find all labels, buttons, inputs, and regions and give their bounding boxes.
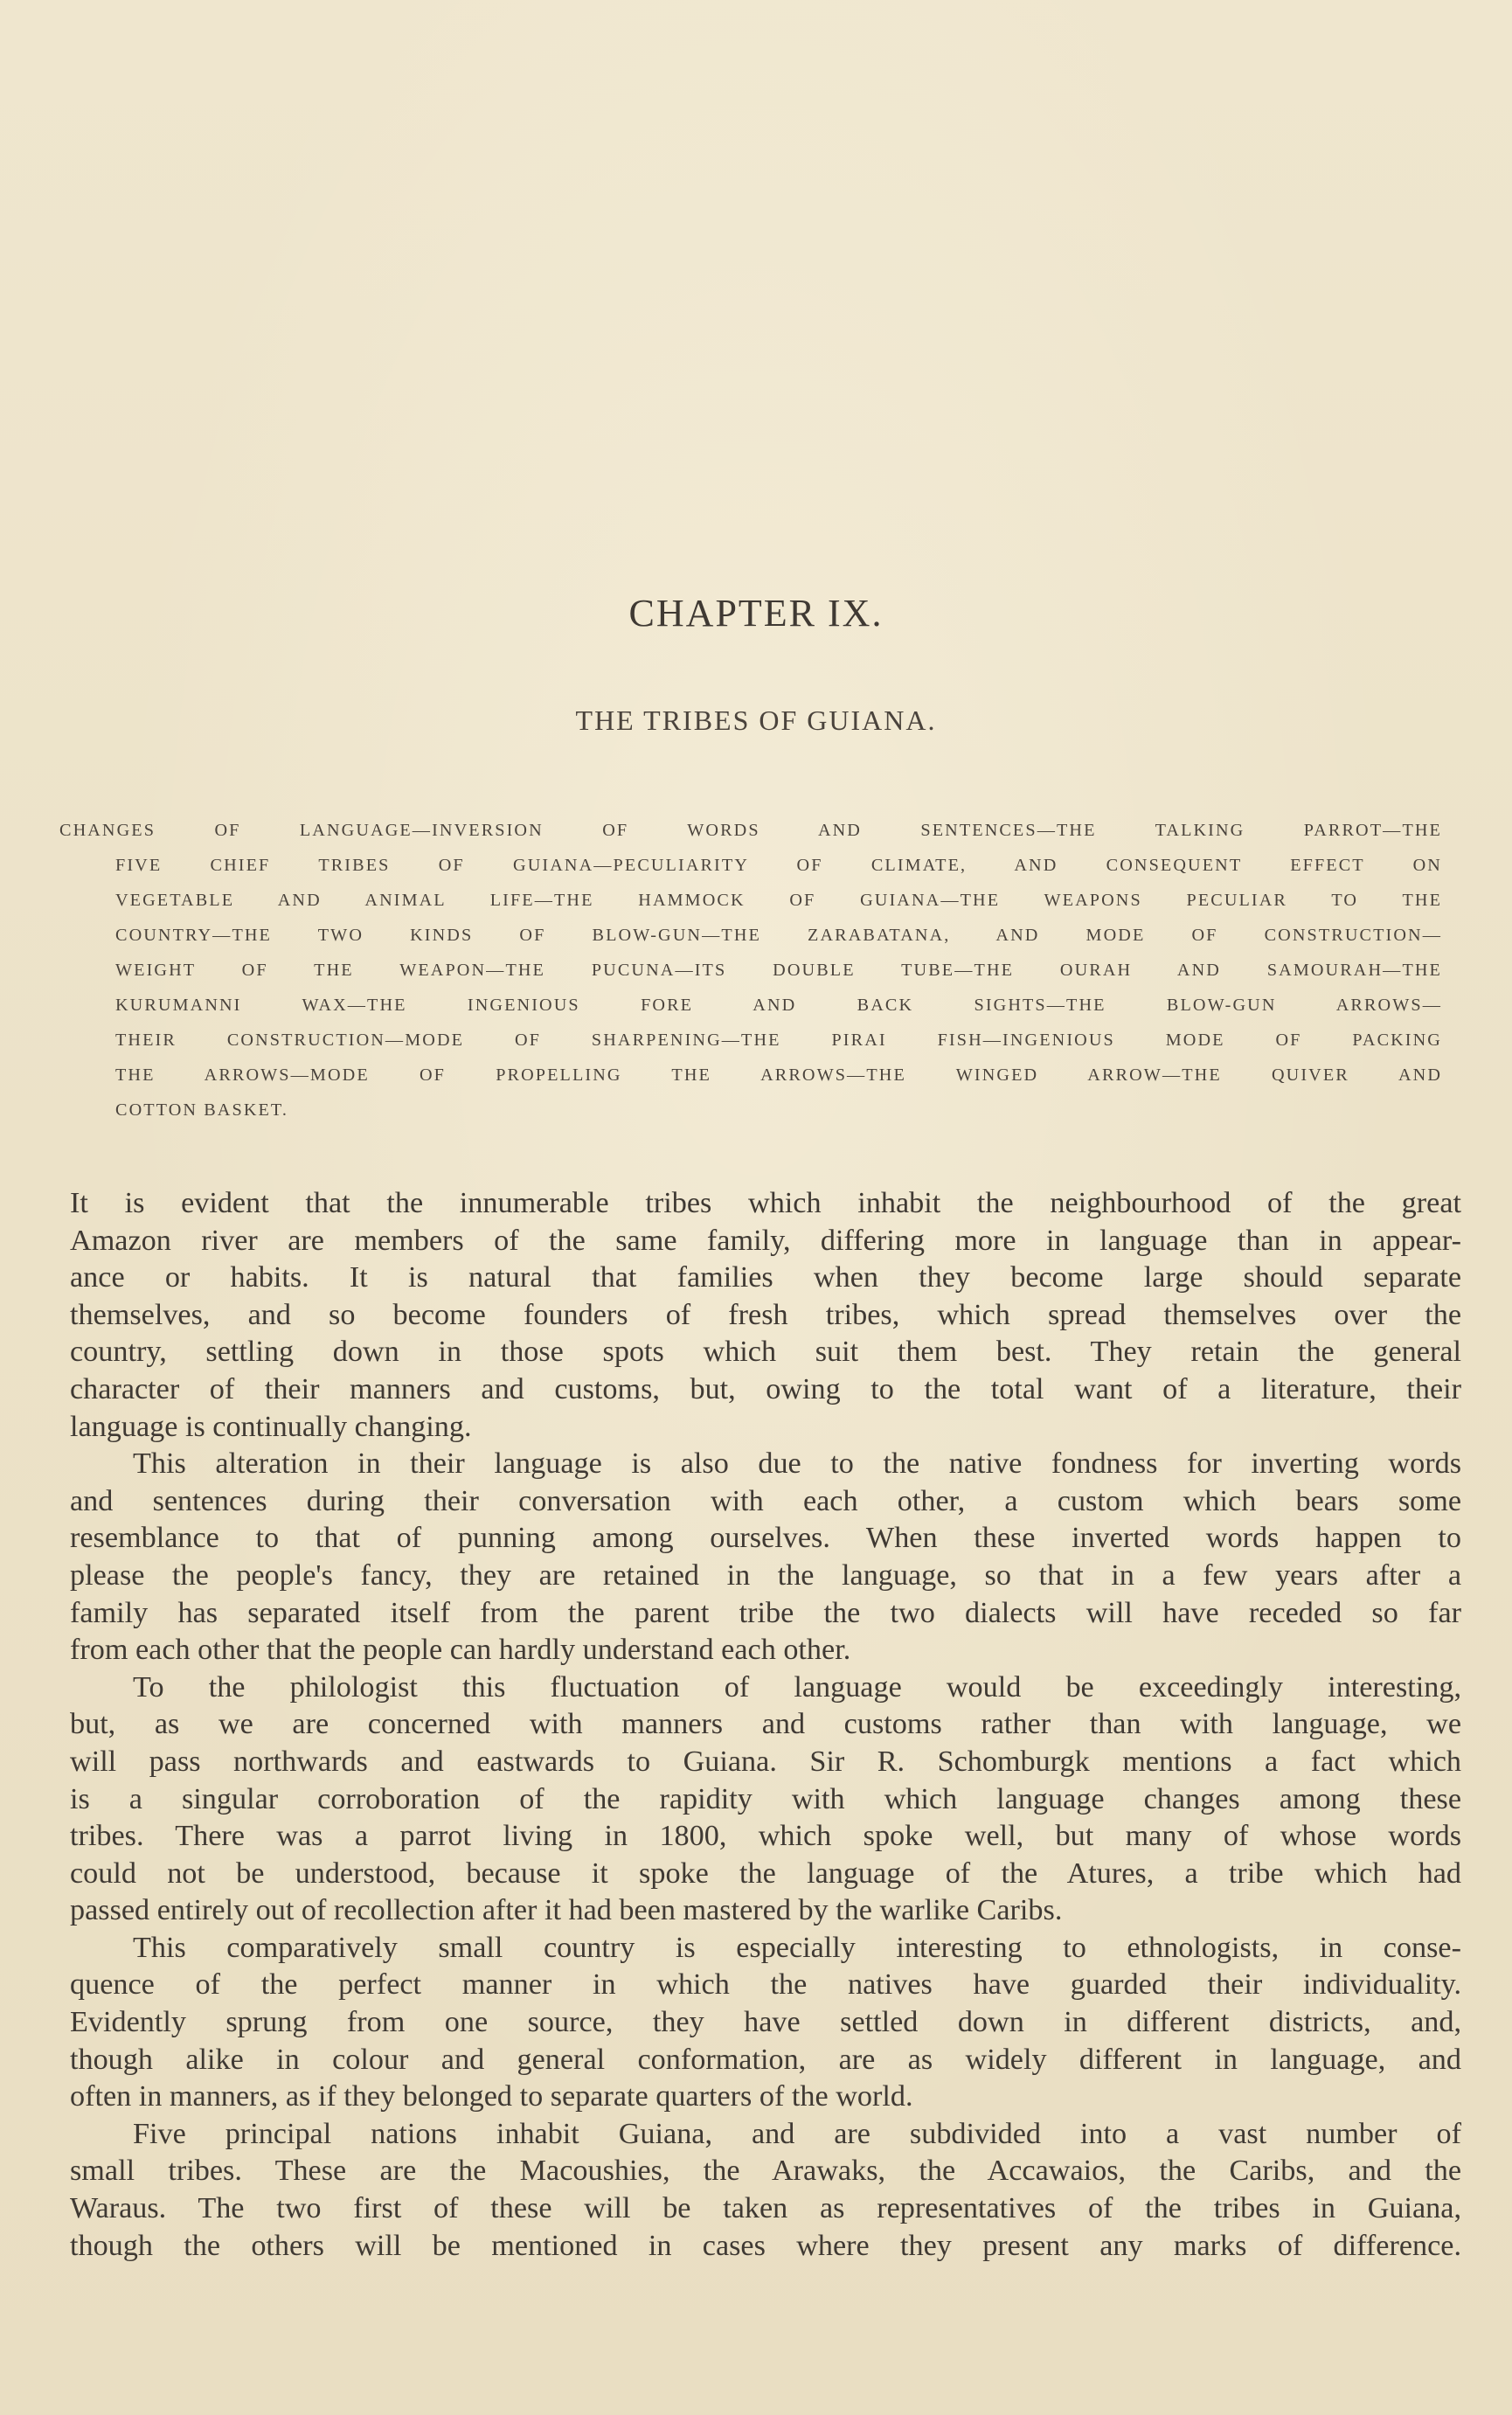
paragraph-1: [70, 1185, 1461, 1446]
text-line: resemblance to that of punning among ourselves. When these inverted words happen to: [70, 1522, 1461, 1555]
text-line: small tribes. These are the Macoushies, the Arawaks, the Accawaios, the Caribs, and the: [70, 2155, 1461, 2188]
text-line: passed entirely out of recollection after it had been mastered by the warlike Caribs.: [70, 1894, 1063, 1927]
synopsis-line: CHANGES OF LANGUAGE—INVERSION OF WORDS AND SENTENCES—THE TALKING PARROT—THE: [59, 821, 1442, 840]
text-line: This alteration in their language is also due to the native fondness for inverting words: [133, 1447, 1461, 1481]
synopsis-line: COUNTRY—THE TWO KINDS OF BLOW-GUN—THE ZARABATANA, AND MODE OF CONSTRUCTION—: [115, 926, 1442, 945]
text-line: Five principal nations inhabit Guiana, and are subdivided into a vast number of: [133, 2117, 1461, 2150]
synopsis-line: FIVE CHIEF TRIBES OF GUIANA—PECULIARITY OF CLIMATE, AND CONSEQUENT EFFECT ON: [115, 856, 1442, 875]
paragraph-5: [70, 2116, 1461, 2265]
text-line: It is evident that the innumerable tribes which inhabit the neighbourhood of the great: [70, 1187, 1461, 1219]
text-line: from each other that the people can hardly understand each other.: [70, 1634, 851, 1667]
text-line: will pass northwards and eastwards to Guiana. Sir R. Schomburgk mentions a fact which: [70, 1745, 1461, 1778]
paragraph-3: [70, 1669, 1461, 1930]
paragraph-2: [70, 1446, 1461, 1669]
text-line: language is continually changing.: [70, 1410, 472, 1443]
text-line: is a singular corroboration of the rapidity with which language changes among these: [70, 1782, 1461, 1815]
text-line: tribes. There was a parrot living in 1800, which spoke well, but many of whose words: [70, 1820, 1461, 1853]
text-line: quence of the perfect manner in which the natives have guarded their individuality.: [70, 1968, 1461, 2002]
chapter-subtitle: THE TRIBES OF GUIANA.: [575, 704, 937, 736]
text-line: Evidently sprung from one source, they have settled down in different districts, and,: [70, 2006, 1461, 2039]
text-line: themselves, and so become founders of fresh tribes, which spread themselves over the: [70, 1298, 1461, 1331]
synopsis-line: THE ARROWS—MODE OF PROPELLING THE ARROWS—THE WINGED ARROW—THE QUIVER AND: [115, 1065, 1442, 1085]
text-line: often in manners, as if they belonged to separate quarters of the world.: [70, 2080, 913, 2113]
text-line: could not be understood, because it spoke the language of the Atures, a tribe which had: [70, 1856, 1461, 1890]
text-line: ance or habits. It is natural that families when they become large should separate: [70, 1261, 1461, 1294]
synopsis-line: WEIGHT OF THE WEAPON—THE PUCUNA—ITS DOUBLE TUBE—THE OURAH AND SAMOURAH—THE: [115, 961, 1442, 980]
text-line: character of their manners and customs, but, owing to the total want of a literature, their: [70, 1372, 1461, 1405]
chapter-body: [70, 1185, 1461, 2265]
text-line: and sentences during their conversation with each other, a custom which bears some: [70, 1484, 1461, 1517]
text-line: family has separated itself from the parent tribe the two dialects will have receded so far: [70, 1596, 1461, 1629]
text-line: but, as we are concerned with manners and customs rather than with language, we: [70, 1708, 1461, 1741]
text-line: Waraus. The two first of these will be taken as representatives of the tribes in Guiana,: [70, 2192, 1461, 2225]
text-line: country, settling down in those spots which suit them best. They retain the general: [70, 1336, 1461, 1369]
text-line: To the philologist this fluctuation of language would be exceedingly interesting,: [133, 1670, 1461, 1704]
text-line: This comparatively small country is especially interesting to ethnologists, in conse-: [133, 1931, 1461, 1964]
text-line: though alike in colour and general conformation, are as widely different in language, and: [70, 2043, 1461, 2076]
paragraph-4: [70, 1930, 1461, 2116]
text-line: Amazon river are members of the same family, differing more in language than in appear-: [70, 1224, 1461, 1257]
synopsis-line: VEGETABLE AND ANIMAL LIFE—THE HAMMOCK OF GUIANA—THE WEAPONS PECULIAR TO THE: [115, 891, 1442, 910]
chapter-title: CHAPTER IX.: [628, 592, 884, 635]
synopsis-line: COTTON BASKET.: [115, 1100, 289, 1120]
synopsis-line: THEIR CONSTRUCTION—MODE OF SHARPENING—THE PIRAI FISH—INGENIOUS MODE OF PACKING: [115, 1031, 1442, 1050]
synopsis-line: KURUMANNI WAX—THE INGENIOUS FORE AND BACK SIGHTS—THE BLOW-GUN ARROWS—: [115, 996, 1442, 1015]
text-line: though the others will be mentioned in cases where they present any marks of difference.: [70, 2229, 1461, 2262]
chapter-synopsis: [59, 813, 1442, 1128]
text-line: please the people's fancy, they are retained in the language, so that in a few years after a: [70, 1558, 1461, 1592]
